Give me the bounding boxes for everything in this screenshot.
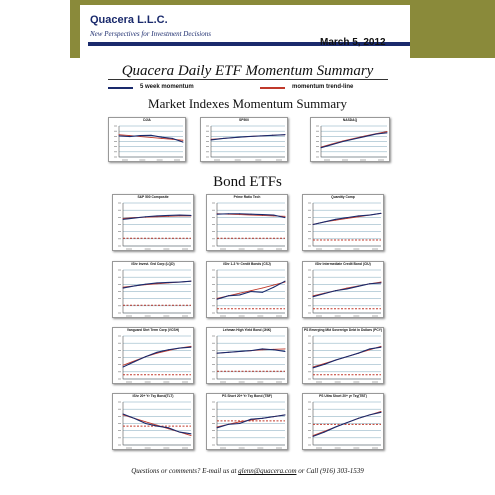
momentum-chart xyxy=(310,117,390,162)
series-point xyxy=(381,282,382,283)
series-point xyxy=(134,418,135,419)
series-point xyxy=(285,134,286,135)
chart-legend xyxy=(0,83,495,93)
momentum-chart xyxy=(206,327,288,384)
chart-plot xyxy=(207,262,289,319)
series-point xyxy=(324,221,325,222)
series-point xyxy=(151,137,152,138)
series-point xyxy=(228,295,229,296)
series-point xyxy=(228,213,229,214)
momentum-series-line xyxy=(321,133,387,148)
series-point xyxy=(172,138,173,139)
series-point xyxy=(191,347,192,348)
market-section-title: Market Indexes Momentum Summary xyxy=(148,96,347,111)
bond-section-title: Bond ETFs xyxy=(213,174,282,190)
series-point xyxy=(228,424,229,425)
series-point xyxy=(285,281,286,282)
chart-title: DJIA xyxy=(143,118,151,122)
series-point xyxy=(358,286,359,287)
footer-email-link[interactable]: glenn@quacera.com xyxy=(238,467,297,475)
series-point xyxy=(161,138,162,139)
series-point xyxy=(262,288,263,289)
series-point xyxy=(358,418,359,419)
series-point xyxy=(119,134,120,135)
momentum-chart xyxy=(108,117,186,162)
series-point xyxy=(273,285,274,286)
series-point xyxy=(119,135,120,136)
chart-title: Lehman High Yield Bond (JNK) xyxy=(222,328,272,332)
series-point xyxy=(332,144,333,145)
chart-plot xyxy=(113,195,195,252)
momentum-chart xyxy=(302,194,384,251)
series-point xyxy=(145,421,146,422)
report-title: Quacera Daily ETF Momentum Summary xyxy=(121,63,374,79)
series-point xyxy=(285,348,286,349)
series-point xyxy=(369,283,370,284)
series-point xyxy=(191,435,192,436)
series-point xyxy=(157,215,158,216)
series-point xyxy=(251,291,252,292)
series-point xyxy=(335,426,336,427)
series-point xyxy=(168,427,169,428)
chart-title: Vanguard Shrt Term Corp (VCSH) xyxy=(126,328,180,332)
series-point xyxy=(358,353,359,354)
series-point xyxy=(145,423,146,424)
legend-trend-swatch xyxy=(260,87,285,89)
series-point xyxy=(262,214,263,215)
momentum-chart xyxy=(302,393,384,450)
series-point xyxy=(145,284,146,285)
chart-plot xyxy=(207,394,289,451)
series-point xyxy=(324,432,325,433)
series-point xyxy=(273,416,274,417)
series-point xyxy=(347,288,348,289)
series-point xyxy=(183,140,184,141)
series-point xyxy=(347,422,348,423)
series-point xyxy=(285,216,286,217)
series-point xyxy=(358,215,359,216)
series-point xyxy=(157,426,158,427)
series-point xyxy=(228,352,229,353)
series-point xyxy=(217,214,218,215)
legend-trend-label: momentum trend-line xyxy=(292,84,354,90)
series-point xyxy=(123,219,124,220)
series-point xyxy=(191,281,192,282)
chart-title: Prime Ratio Tech xyxy=(233,195,261,199)
title-underline xyxy=(108,79,388,80)
momentum-series-line xyxy=(313,283,381,297)
chart-plot xyxy=(109,118,187,163)
series-point xyxy=(381,412,382,413)
series-point xyxy=(217,299,218,300)
momentum-chart xyxy=(206,261,288,318)
series-point xyxy=(239,421,240,422)
series-point xyxy=(387,132,388,133)
series-point xyxy=(347,217,348,218)
momentum-chart xyxy=(112,393,194,450)
series-point xyxy=(183,142,184,143)
series-point xyxy=(376,134,377,135)
report-date: March 5, 2012 xyxy=(320,37,386,48)
series-point xyxy=(343,141,344,142)
series-point xyxy=(211,139,212,140)
series-point xyxy=(179,282,180,283)
chart-plot xyxy=(113,394,195,451)
series-point xyxy=(321,147,322,148)
series-point xyxy=(179,215,180,216)
chart-title: iShr 20+ Yr Tsy Bond(TLT) xyxy=(132,394,174,398)
series-point xyxy=(239,294,240,295)
series-point xyxy=(179,348,180,349)
series-point xyxy=(273,287,274,288)
momentum-chart xyxy=(200,117,288,162)
series-point xyxy=(151,135,152,136)
series-point xyxy=(123,414,124,415)
chart-plot xyxy=(303,394,385,451)
footer-prefix: Questions or comments? E-mail us at xyxy=(131,467,239,475)
series-point xyxy=(251,350,252,351)
chart-plot xyxy=(311,118,391,163)
series-point xyxy=(324,293,325,294)
series-point xyxy=(140,135,141,136)
series-point xyxy=(157,282,158,283)
series-point xyxy=(223,138,224,139)
series-point xyxy=(313,436,314,437)
series-point xyxy=(365,136,366,137)
series-point xyxy=(262,348,263,349)
chart-plot xyxy=(303,195,385,252)
momentum-chart xyxy=(112,327,194,384)
momentum-chart xyxy=(206,194,288,251)
series-point xyxy=(313,296,314,297)
series-point xyxy=(273,349,274,350)
contact-footer xyxy=(0,467,495,475)
series-point xyxy=(272,135,273,136)
series-point xyxy=(239,293,240,294)
chart-plot xyxy=(113,328,195,385)
series-point xyxy=(161,137,162,138)
chart-plot xyxy=(207,328,289,385)
series-point xyxy=(369,348,370,349)
series-point xyxy=(239,351,240,352)
chart-plot xyxy=(303,262,385,319)
series-point xyxy=(217,427,218,428)
chart-plot xyxy=(201,118,289,163)
chart-title: Quantity Comp xyxy=(331,195,355,199)
momentum-chart xyxy=(112,194,194,251)
series-point xyxy=(313,367,314,368)
series-point xyxy=(179,432,180,433)
chart-title: PS Emerging Mkt Sovereign Debt In Dollars (PCY) xyxy=(303,328,383,332)
series-point xyxy=(369,215,370,216)
series-point xyxy=(145,356,146,357)
chart-title: S&P 500 Composite xyxy=(137,195,169,199)
series-point xyxy=(191,215,192,216)
series-point xyxy=(134,218,135,219)
series-point xyxy=(262,418,263,419)
chart-plot xyxy=(303,328,385,385)
legend-momentum-label: 5 week momentum xyxy=(140,84,194,90)
series-point xyxy=(123,366,124,367)
momentum-chart xyxy=(206,393,288,450)
series-point xyxy=(285,351,286,352)
chart-title: iShr Intermediate Credit Bond (CIU) xyxy=(315,262,371,266)
series-point xyxy=(260,135,261,136)
header-right-band xyxy=(410,0,495,58)
series-point xyxy=(235,137,236,138)
momentum-chart xyxy=(302,327,384,384)
series-point xyxy=(347,356,348,357)
chart-title: PS Short 20+ Yr Tsy Bond (TBF) xyxy=(222,394,272,398)
series-point xyxy=(239,423,240,424)
series-point xyxy=(387,131,388,132)
chart-title: PS Ultra Short 20+ yr Tsy(TBT) xyxy=(319,394,367,398)
series-point xyxy=(239,213,240,214)
series-point xyxy=(251,419,252,420)
series-point xyxy=(285,217,286,218)
series-point xyxy=(123,288,124,289)
series-point xyxy=(134,361,135,362)
series-point xyxy=(168,215,169,216)
series-point xyxy=(134,285,135,286)
series-point xyxy=(381,346,382,347)
series-point xyxy=(145,216,146,217)
chart-title: NASDAQ xyxy=(342,118,358,122)
series-point xyxy=(273,215,274,216)
series-point xyxy=(157,352,158,353)
chart-title: iShr 1-3 Yr Credit Bonds (CSJ) xyxy=(223,262,271,266)
series-point xyxy=(262,292,263,293)
chart-title: iShr Invest. Grd Corp (LQD) xyxy=(131,262,175,266)
series-point xyxy=(335,290,336,291)
series-point xyxy=(168,282,169,283)
series-point xyxy=(313,224,314,225)
series-point xyxy=(129,136,130,137)
momentum-chart xyxy=(112,261,194,318)
legend-momentum-swatch xyxy=(108,87,133,89)
series-point xyxy=(335,219,336,220)
series-point xyxy=(354,139,355,140)
header-left-band xyxy=(70,0,80,58)
company-name: Quacera L.L.C. xyxy=(90,14,168,26)
series-point xyxy=(369,414,370,415)
chart-plot xyxy=(113,262,195,319)
series-point xyxy=(381,347,382,348)
series-point xyxy=(324,364,325,365)
series-point xyxy=(191,433,192,434)
report-header xyxy=(0,0,495,58)
series-point xyxy=(381,411,382,412)
series-point xyxy=(248,136,249,137)
footer-phone: or Call (916) 303-1539 xyxy=(296,467,364,475)
chart-plot xyxy=(207,195,289,252)
series-point xyxy=(168,349,169,350)
series-point xyxy=(251,214,252,215)
series-point xyxy=(123,365,124,366)
momentum-chart xyxy=(302,261,384,318)
momentum-series-line xyxy=(211,135,285,140)
series-point xyxy=(217,353,218,354)
company-tagline: New Perspectives for Investment Decisions xyxy=(90,30,211,38)
series-point xyxy=(285,414,286,415)
series-point xyxy=(335,360,336,361)
momentum-series-line xyxy=(123,281,191,288)
series-point xyxy=(381,213,382,214)
chart-title: SP500 xyxy=(239,118,249,122)
